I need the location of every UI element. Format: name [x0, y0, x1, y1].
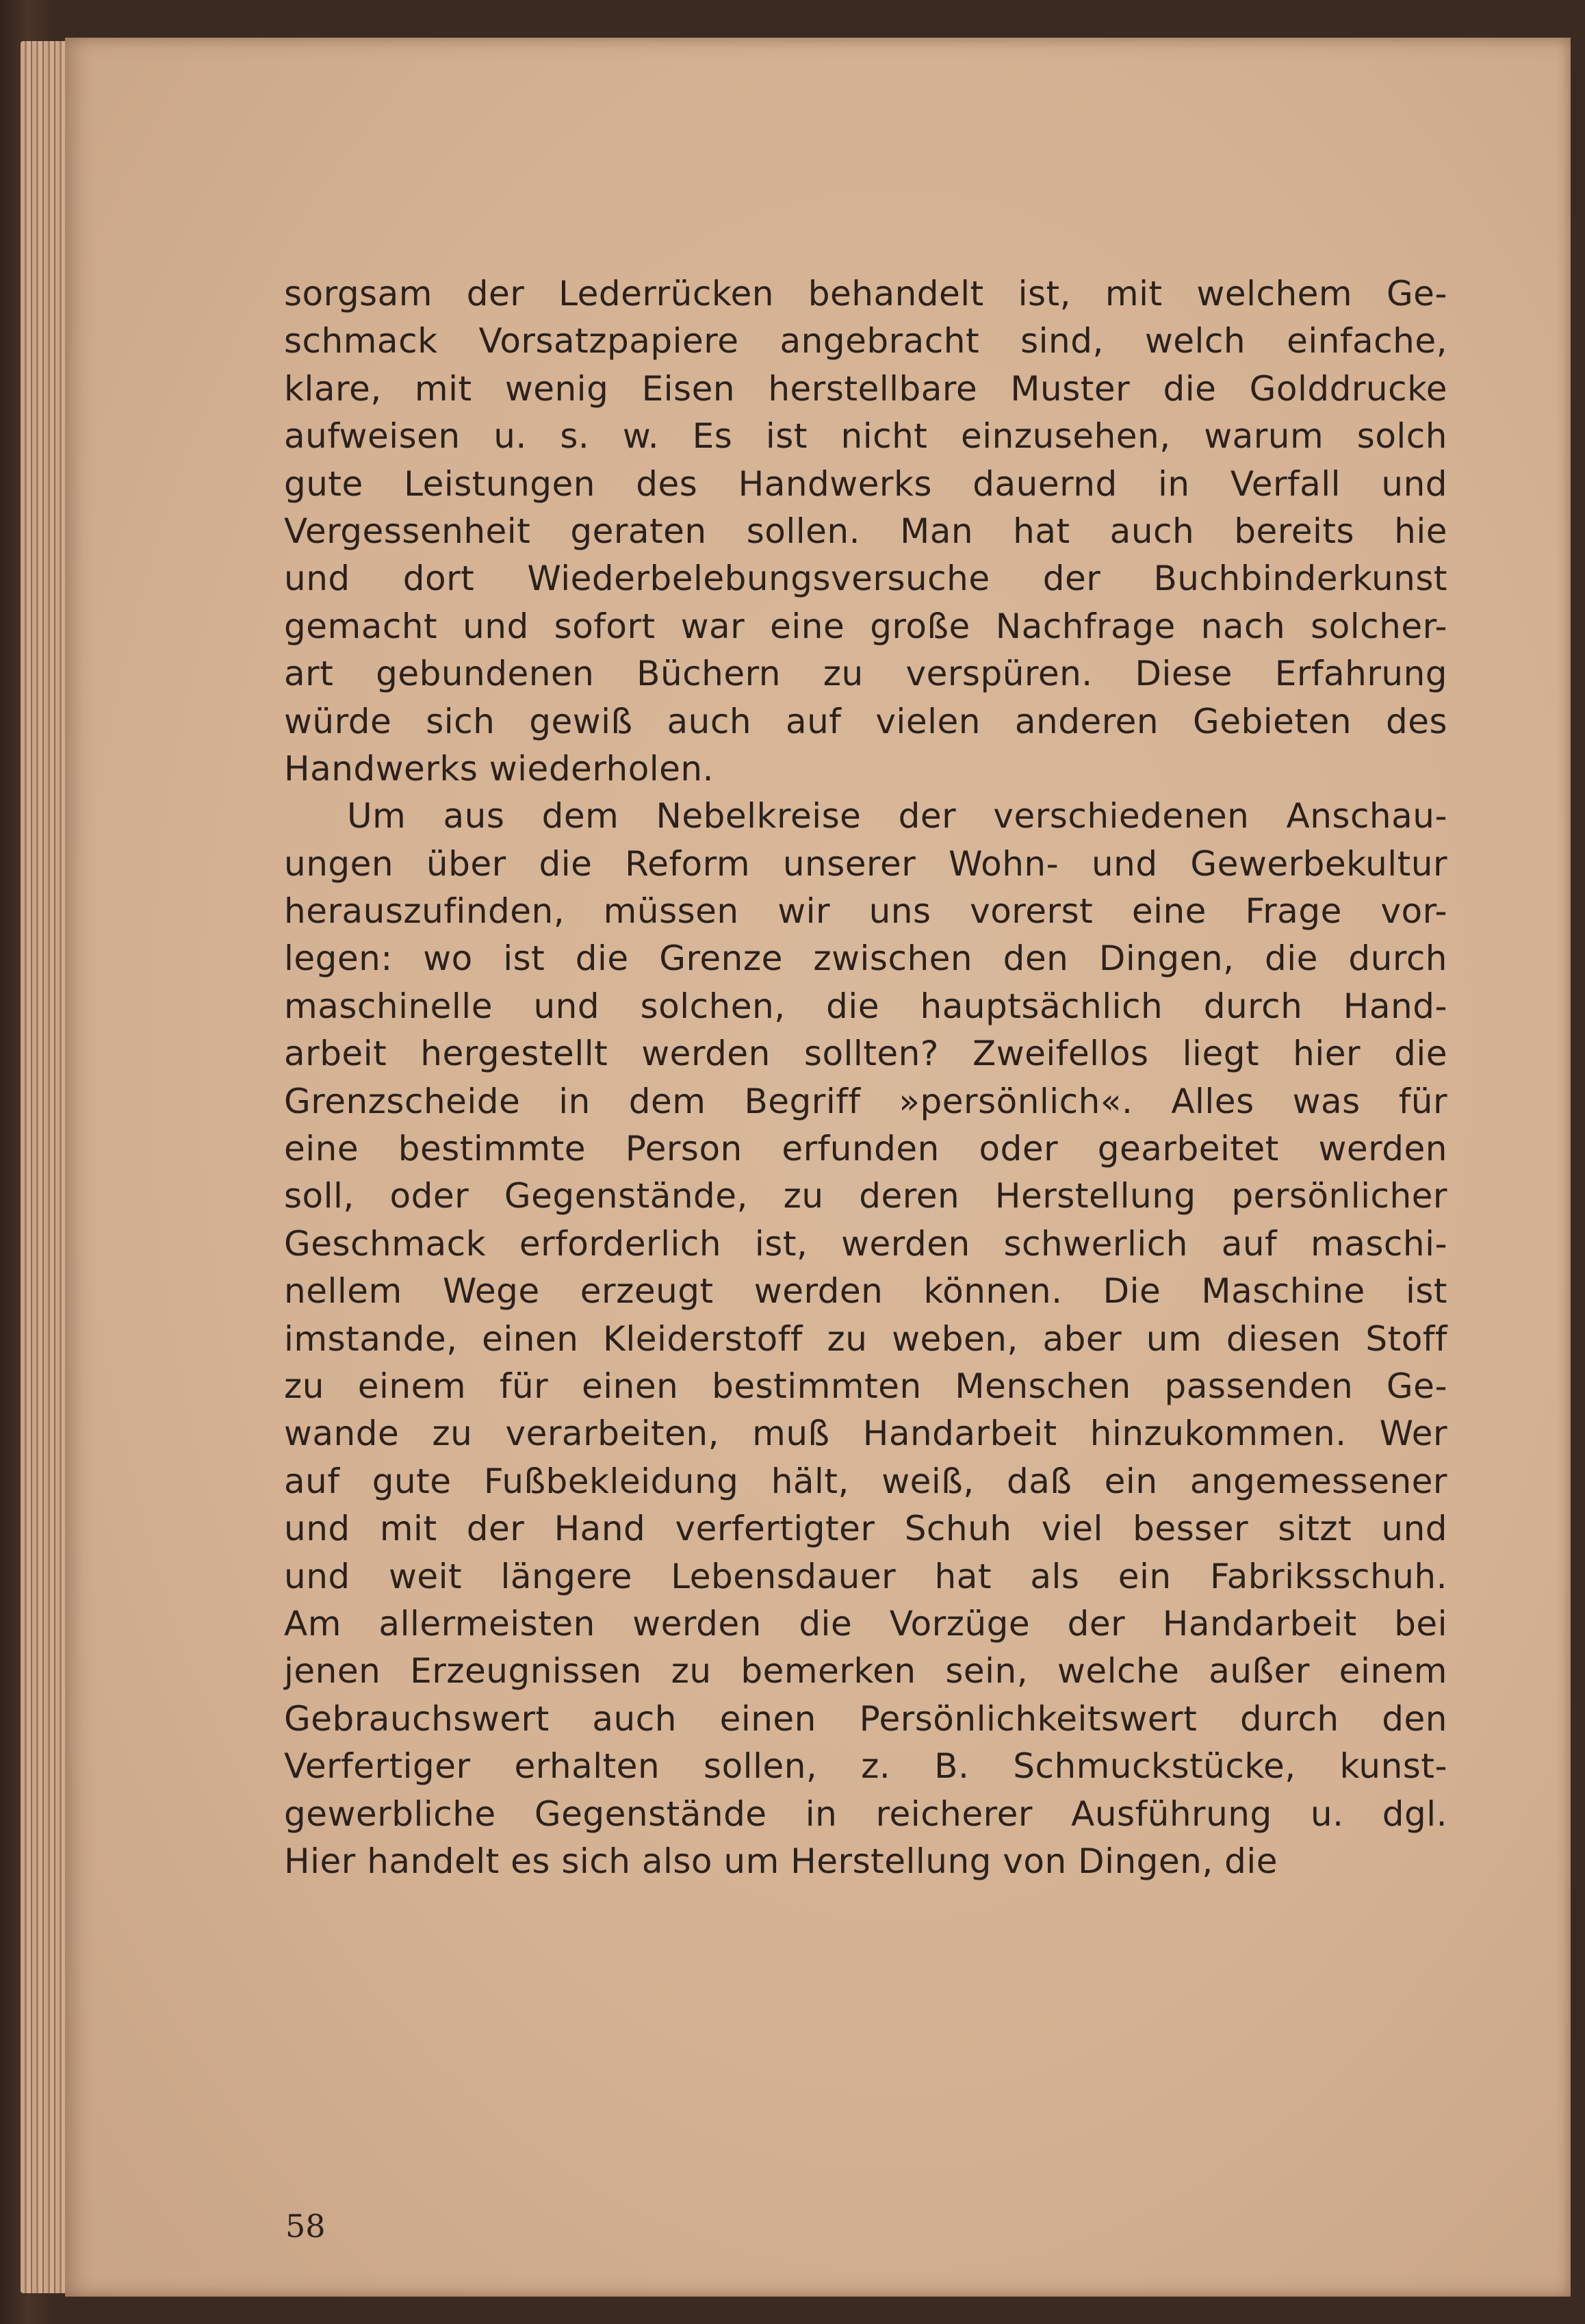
text-line: soll, oder Gegenstände, zu deren Herstellung persönlicher: [284, 1176, 1447, 1216]
text-line: Grenzscheide in dem Begriff »persönlich«. Alles was für: [284, 1081, 1447, 1121]
text-line: Handwerks wiederholen.: [284, 748, 714, 789]
text-line: gemacht und sofort war eine große Nachfrage nach solcher-: [284, 606, 1447, 646]
text-line: nellem Wege erzeugt werden können. Die Maschine ist: [284, 1271, 1447, 1312]
text-line: gute Leistungen des Handwerks dauernd in Verfall und: [284, 463, 1447, 504]
text-line: Vergessenheit geraten sollen. Man hat auch bereits hie: [284, 511, 1447, 551]
text-line: schmack Vorsatzpapiere angebracht sind, welch einfache,: [284, 321, 1447, 361]
text-line: ungen über die Reform unserer Wohn- und Gewerbekultur: [284, 843, 1447, 884]
text-line: zu einem für einen bestimmten Menschen passenden Ge-: [284, 1366, 1447, 1406]
text-line: Verfertiger erhalten sollen, z. B. Schmuckstücke, kunst-: [284, 1746, 1447, 1787]
text-line: auf gute Fußbekleidung hält, weiß, daß ein angemessener: [284, 1461, 1447, 1501]
text-line: herauszufinden, müssen wir uns vorerst eine Frage vor-: [284, 891, 1447, 932]
text-line: sorgsam der Lederrücken behandelt ist, mit welchem Ge-: [284, 274, 1447, 314]
text-line: und weit längere Lebensdauer hat als ein Fabriksschuh.: [284, 1556, 1447, 1596]
text-line: wande zu verarbeiten, muß Handarbeit hinzukommen. Wer: [284, 1414, 1447, 1454]
text-line: maschinelle und solchen, die hauptsächlich durch Hand-: [284, 986, 1447, 1026]
text-line: gewerbliche Gegenstände in reicherer Ausführung u. dgl.: [284, 1793, 1447, 1834]
text-line: klare, mit wenig Eisen herstellbare Muster die Golddrucke: [284, 368, 1447, 409]
text-line: und dort Wiederbelebungsversuche der Buchbinderkunst: [284, 559, 1447, 599]
text-line: imstande, einen Kleiderstoff zu weben, aber um diesen Stoff: [284, 1318, 1447, 1359]
text-line: aufweisen u. s. w. Es ist nicht einzusehen, warum solch: [284, 416, 1447, 457]
text-line: Um aus dem Nebelkreise der verschiedenen Anschau-: [347, 796, 1447, 837]
text-line: Geschmack erforderlich ist, werden schwerlich auf maschi-: [284, 1223, 1447, 1264]
body-text: [284, 270, 1447, 1885]
text-line: Am allermeisten werden die Vorzüge der Handarbeit bei: [284, 1603, 1447, 1644]
book-page: [65, 38, 1571, 2297]
text-line: würde sich gewiß auch auf vielen anderen Gebieten des: [284, 701, 1447, 741]
paragraph: [284, 270, 1447, 793]
paragraph: [284, 793, 1447, 1885]
text-line: jenen Erzeugnissen zu bemerken sein, welche außer einem: [284, 1651, 1447, 1691]
text-line: Hier handelt es sich also um Herstellung von Dingen, die: [284, 1841, 1278, 1881]
text-line: eine bestimmte Person erfunden oder gearbeitet werden: [284, 1129, 1447, 1169]
page-number: 58: [285, 2208, 326, 2245]
text-line: legen: wo ist die Grenze zwischen den Dingen, die durch: [284, 938, 1447, 979]
text-line: Gebrauchswert auch einen Persönlichkeitswert durch den: [284, 1698, 1447, 1739]
text-line: arbeit hergestellt werden sollten? Zweifellos liegt hier die: [284, 1034, 1447, 1074]
text-line: und mit der Hand verfertigter Schuh viel besser sitzt und: [284, 1509, 1447, 1549]
text-line: art gebundenen Büchern zu verspüren. Diese Erfahrung: [284, 654, 1447, 694]
